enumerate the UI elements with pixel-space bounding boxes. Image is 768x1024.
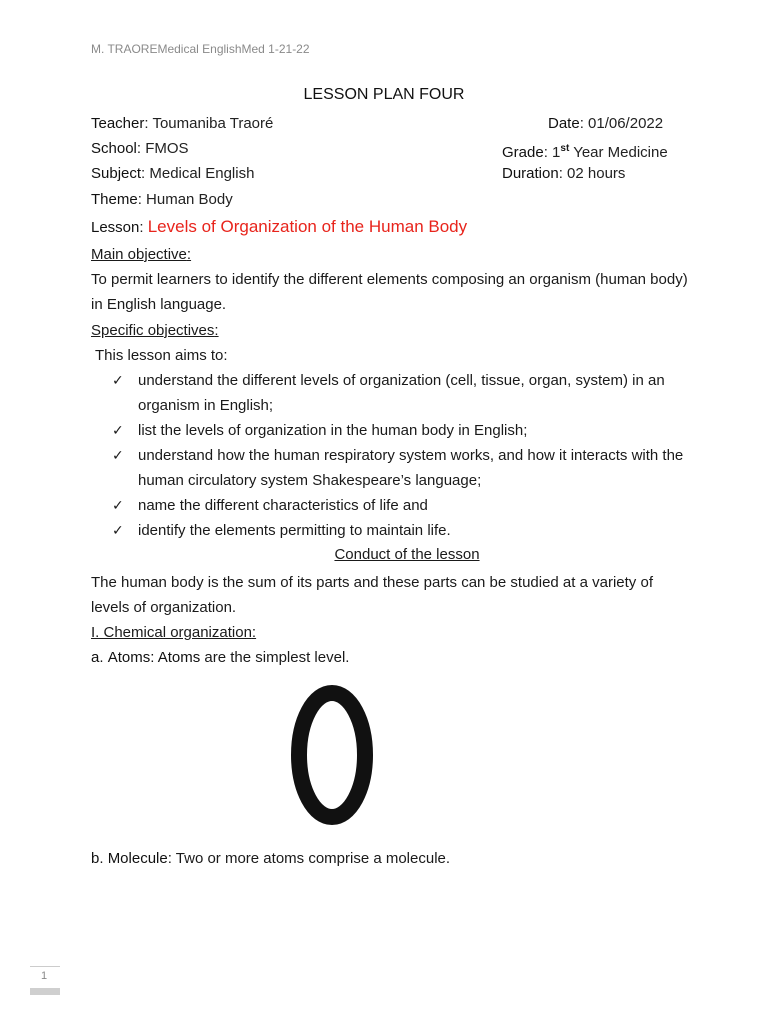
teacher-value: : Toumaniba Traoré	[144, 115, 274, 132]
checkmark-icon: ✓	[112, 372, 124, 388]
subject-row	[91, 165, 254, 183]
date-label: Date	[548, 115, 580, 132]
atom-o-icon	[232, 672, 432, 842]
molecule-line: b. Molecule: Two or more atoms comprise a molecule.	[91, 850, 451, 867]
conduct-heading	[0, 546, 768, 563]
grade-label: Grade	[502, 144, 544, 161]
list-item	[112, 443, 692, 493]
grade-value-pre: : 1	[543, 144, 561, 161]
lesson-row	[91, 216, 467, 239]
date-row	[548, 115, 663, 133]
lesson-label: Lesson	[91, 219, 140, 236]
main-objective-heading-text: Main objective	[91, 246, 187, 263]
specific-objectives-heading-text: Specific objectives	[91, 322, 215, 339]
chemical-heading	[91, 620, 691, 645]
duration-value: : 02 hours	[558, 165, 626, 182]
checkmark-icon: ✓	[112, 422, 124, 438]
list-item	[112, 493, 692, 518]
date-value: : 01/06/2022	[579, 115, 664, 132]
theme-row	[91, 191, 233, 209]
atoms-label: Atoms: Atoms	[107, 649, 201, 666]
school-value: : FMOS	[136, 140, 189, 157]
specific-objectives-intro: This lesson aims to:	[95, 347, 228, 364]
checkmark-icon: ✓	[112, 497, 124, 513]
atoms-text: are the simplest level.	[200, 649, 350, 666]
molecule-label: Molecule	[107, 850, 168, 867]
objective-text: understand the different levels of organization (cell, tissue, organ, system) in an organism in English;	[138, 372, 665, 414]
theme-value: : Human Body	[137, 191, 233, 208]
grade-superscript: st	[560, 143, 570, 154]
teacher-label: Teacher	[91, 115, 145, 132]
duration-label: Duration	[502, 165, 559, 182]
school-label: School	[91, 140, 137, 157]
subject-label: Subject	[91, 165, 142, 182]
main-objective-heading	[91, 242, 691, 267]
atom-figure	[232, 672, 432, 842]
school-row	[91, 140, 189, 158]
objective-text: name the different characteristics of life and	[138, 497, 428, 514]
running-head: M. TRAOREMedical EnglishMed 1-21-22	[91, 42, 310, 56]
page-scroll-bar	[30, 988, 60, 995]
checkmark-icon: ✓	[112, 447, 124, 463]
conduct-heading-text: Conduct of the lesson	[334, 546, 480, 563]
lesson-colon: :	[139, 219, 148, 236]
list-item	[112, 368, 692, 418]
molecule-prefix: b	[91, 850, 100, 867]
atoms-prefix: a	[91, 649, 100, 666]
grade-value-post: Year Medicine	[569, 144, 668, 161]
duration-row	[502, 165, 625, 183]
specific-objectives-heading	[91, 318, 691, 343]
specific-objectives-heading-colon: :	[214, 322, 219, 339]
chemical-heading-text: I. Chemical organization	[91, 624, 252, 641]
objective-text: understand how the human respiratory system works, and how it interacts with the human circulatory system Shakespeare’s language;	[138, 447, 684, 489]
theme-label: Theme	[91, 191, 138, 208]
subject-value: : Medical English	[141, 165, 255, 182]
objectives-list	[112, 368, 692, 543]
chemical-heading-colon: :	[251, 624, 257, 641]
page-title: LESSON PLAN FOUR	[303, 86, 465, 103]
checkmark-icon: ✓	[112, 522, 124, 538]
main-objective-text: To permit learners to identify the different elements composing an organism (human body) in English language.	[91, 271, 688, 313]
grade-row	[502, 140, 668, 162]
main-objective-heading-colon: :	[186, 246, 192, 263]
page-number: 1	[41, 970, 48, 982]
objective-text: identify the elements permitting to maintain life.	[138, 522, 451, 539]
lesson-title: Levels of Organization of the Human Body	[147, 217, 468, 236]
page-divider	[30, 966, 60, 967]
conduct-intro: The human body is the sum of its parts and these parts can be studied at a variety of levels of organization.	[91, 574, 653, 616]
list-item	[112, 418, 692, 443]
molecule-text: : Two or more atoms comprise a molecule.	[167, 850, 451, 867]
list-item	[112, 518, 692, 543]
objective-text: list the levels of organization in the human body in English;	[138, 422, 528, 439]
atoms-line: a. Atoms: Atoms are the simplest level.	[91, 649, 350, 666]
teacher-row	[91, 115, 273, 133]
